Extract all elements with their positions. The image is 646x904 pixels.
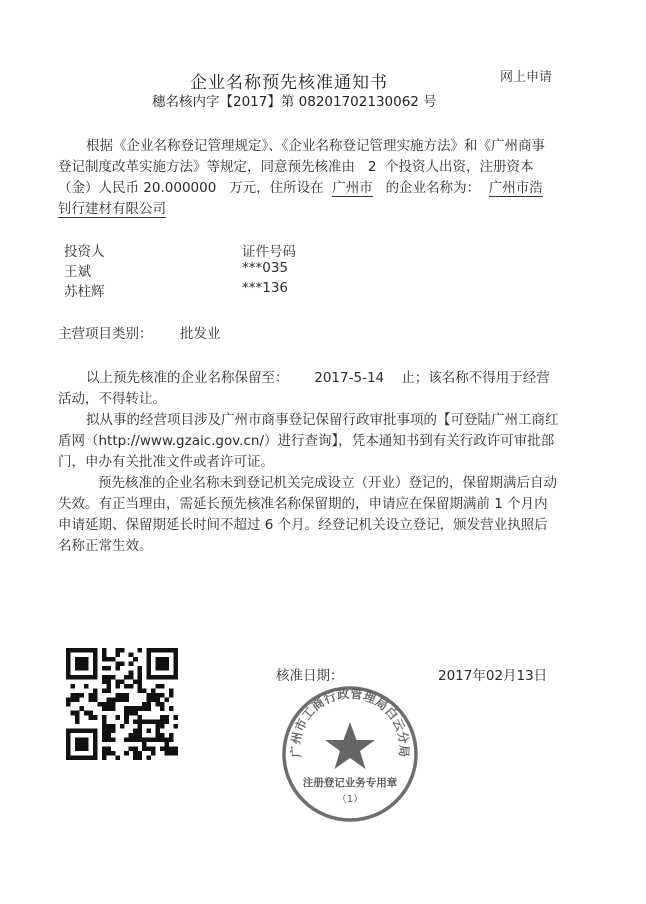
intro-text: 个投资人出资，注册资本	[385, 159, 534, 175]
seal-outer-text: 广州市工商行政管理局白云分局	[288, 686, 412, 758]
official-seal	[280, 684, 420, 824]
terms-line: 盾网（http://www.gzaic.gov.cn/）进行查询】，凭本通知书到有关行政许可审批部	[58, 433, 555, 449]
intro-line-1: 根据《企业名称登记管理规定》、《企业名称登记管理实施方法》和《广州商事	[86, 138, 545, 154]
terms-line: 活动，不得转让。	[58, 391, 166, 407]
qr-code	[66, 648, 178, 760]
intro-paragraph	[58, 136, 603, 220]
online-application-tag: 网上申请	[500, 70, 553, 85]
terms-text: 止；该名称不得用于经营	[401, 370, 550, 386]
terms-line: 门，申办有关批准文件或者许可证。	[58, 454, 274, 470]
seal-inner-text: 注册登记业务专用章	[302, 777, 398, 789]
intro-line-3	[58, 178, 603, 199]
terms-line: 申请延期、保留期延长时间不超过 6 个月。经登记机关设立登记，颁发营业执照后	[58, 517, 548, 533]
intro-text: 的企业名称为：	[385, 180, 481, 196]
investor-header-id: 证件号码	[242, 244, 296, 260]
intro-line-4	[58, 199, 603, 220]
investor-count: 2	[367, 159, 377, 175]
intro-text: 登记制度改革实施方法》等规定，同意预先核准由	[58, 159, 355, 175]
investor-name: 王斌	[64, 264, 91, 280]
domicile-city: 广州市	[332, 180, 373, 196]
reserve-date: 2017-5-14	[314, 370, 385, 386]
business-category-value: 批发业	[180, 326, 221, 342]
investor-id: ***136	[242, 280, 289, 296]
terms-line: 预先核准的企业名称未到登记机关完成设立（开业）登记的，保留期满后自动	[98, 475, 557, 491]
investor-name: 苏柱辉	[64, 284, 105, 300]
approval-date-label: 核准日期：	[276, 668, 344, 684]
registered-capital: 20.000000	[143, 180, 217, 196]
terms-line	[58, 368, 603, 389]
terms-line: 失效。有正当理由，需延长预先核准名称保留期的，申请应在保留期满前 1 个月内	[58, 496, 548, 512]
terms-line: 名称正常生效。	[58, 538, 153, 554]
terms-paragraph	[58, 368, 603, 557]
intro-text: （金）人民币	[58, 180, 139, 196]
investor-header-name: 投资人	[64, 244, 105, 260]
approval-date-value: 2017年02月13日	[438, 668, 548, 684]
star-icon	[325, 722, 375, 769]
company-name-part1: 广州市浩	[488, 180, 543, 196]
terms-text: 以上预先核准的企业名称保留至：	[86, 370, 289, 386]
seal-number: （1）	[336, 794, 364, 805]
investor-id: ***035	[242, 260, 289, 276]
intro-line-2	[58, 157, 603, 178]
business-category-label: 主营项目类别：	[58, 326, 153, 342]
company-name-part2: 钊行建材有限公司	[58, 201, 166, 217]
document-title: 企业名称预先核准通知书	[190, 73, 388, 93]
document-number: 穗名核内字【2017】第 08201702130062 号	[152, 94, 437, 110]
terms-line: 拟从事的经营项目涉及广州市商事登记保留行政审批事项的【可登陆广州工商红	[86, 412, 559, 428]
intro-text: 万元，住所设在	[229, 180, 324, 196]
